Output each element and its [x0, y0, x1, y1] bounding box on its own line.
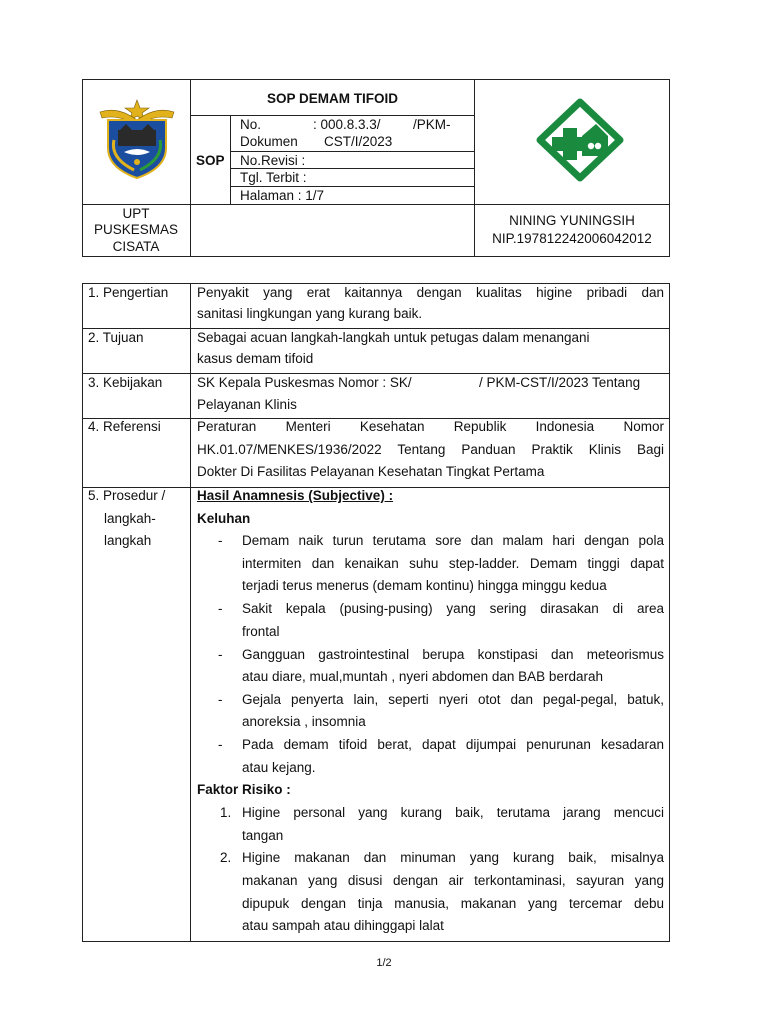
referensi-line-2: HK.01.07/MENKES/1936/2022 Tentang Panduan Praktik Klinis Bagi — [197, 442, 664, 457]
pengertian-line-1: Penyakit yang erat kaitannya dengan kualitas higine pribadi dan — [197, 285, 664, 300]
keluhan-2-line-2: frontal — [242, 624, 280, 639]
row-label-prosedur-1: 5. Prosedur / — [88, 488, 166, 503]
keluhan-4-line-1: Gejala penyerta lain, seperti nyeri otot dan pegal-pegal, batuk, — [242, 692, 664, 707]
signer-nip: NIP.197812242006042012 — [492, 231, 652, 246]
row-label-prosedur-3: langkah — [104, 533, 152, 548]
keluhan-1-line-1: Demam naik turun terutama sore dan malam hari dengan pola — [242, 533, 664, 548]
keluhan-2-line-1: Sakit kepala (pusing-pusing) yang sering dirasakan di area — [242, 601, 664, 616]
signer-name: NINING YUNINGSIH — [509, 213, 635, 228]
faktor-2-line-1: Higine makanan dan minuman yang kurang baik, misalnya — [242, 850, 664, 865]
keluhan-3-line-1: Gangguan gastrointestinal berupa konstipasi dan meteorismus — [242, 647, 664, 662]
keluhan-1-line-3: terjadi terus menerus (demam kontinu) hingga minggu kedua — [242, 578, 607, 593]
keluhan-4-line-2: anoreksia , insomnia — [242, 714, 366, 729]
org-line-2: PUSKESMAS — [93, 222, 179, 237]
referensi-line-3: Dokter Di Fasilitas Pelayanan Kesehatan Tingkat Pertama — [197, 464, 545, 479]
doc-number-suffix: /PKM- — [413, 117, 451, 132]
row-label-prosedur-2: langkah- — [104, 511, 156, 526]
bullet-marker: - — [218, 601, 223, 616]
faktor-2-line-3: dipupuk dengan tinja manusia, makanan yang tercemar debu — [242, 896, 664, 911]
tujuan-line-2: kasus demam tifoid — [197, 351, 314, 366]
faktor-1-line-1: Higine personal yang kurang baik, terutama jarang mencuci — [242, 805, 664, 820]
page-number: 1/2 — [376, 957, 392, 969]
bullet-marker: - — [218, 737, 223, 752]
revision-number: No.Revisi : — [240, 153, 306, 168]
row-label-tujuan: 2. Tujuan — [88, 330, 144, 345]
sop-content-table — [82, 283, 670, 942]
keluhan-5-line-1: Pada demam tifoid berat, dapat dijumpai penurunan kesadaran — [242, 737, 664, 752]
bullet-marker: - — [218, 647, 223, 662]
sop-label: SOP — [196, 153, 225, 168]
kebijakan-line-1a: SK Kepala Puskesmas Nomor : SK/ — [197, 375, 412, 390]
faktor-risiko-title: Faktor Risiko : — [197, 782, 291, 797]
keluhan-title: Keluhan — [197, 511, 251, 526]
health-cross-house-icon — [532, 98, 628, 184]
faktor-1-number: 1. — [220, 805, 232, 820]
org-line-1: UPT — [122, 206, 150, 221]
anamnesis-heading: Hasil Anamnesis (Subjective) : — [197, 488, 394, 503]
keluhan-1-line-2: intermiten dan kenaikan suhu step-ladder. Demam tinggi dapat — [242, 556, 664, 571]
kebijakan-line-1b: / PKM-CST/I/2023 Tentang — [479, 375, 641, 390]
doc-number-line2-key: Dokumen — [240, 134, 298, 149]
doc-number-key: No. — [240, 117, 262, 132]
issue-date: Tgl. Terbit : — [240, 170, 307, 185]
tujuan-line-1: Sebagai acuan langkah-langkah untuk petugas dalam menangani — [197, 330, 590, 345]
keluhan-3-line-2: atau diare, mual,muntah , nyeri abdomen dan BAB berdarah — [242, 669, 603, 684]
org-line-3: CISATA — [112, 239, 160, 254]
pengertian-line-2: sanitasi lingkungan yang kurang baik. — [197, 306, 423, 321]
keluhan-5-line-2: atau kejang. — [242, 760, 316, 775]
regional-crest-icon — [94, 96, 180, 182]
bullet-marker: - — [218, 692, 223, 707]
faktor-2-line-4: atau sampah atau dihinggapi lalat — [242, 918, 444, 933]
referensi-line-1: Peraturan Menteri Kesehatan Republik Indonesia Nomor — [197, 419, 664, 434]
faktor-2-line-2: makanan yang disusi dengan air terkontaminasi, sayuran yang — [242, 873, 664, 888]
doc-number-value: : 000.8.3.3/ — [313, 117, 381, 132]
page-count: Halaman : 1/7 — [240, 188, 325, 203]
faktor-2-number: 2. — [220, 850, 232, 865]
sop-header-table — [82, 79, 670, 257]
bullet-marker: - — [218, 533, 223, 548]
faktor-1-line-2: tangan — [242, 828, 284, 843]
row-label-referensi: 4. Referensi — [88, 419, 161, 434]
row-label-kebijakan: 3. Kebijakan — [88, 375, 163, 390]
kebijakan-line-2: Pelayanan Klinis — [197, 397, 297, 412]
doc-number-line2-value: CST/I/2023 — [324, 134, 393, 149]
row-label-pengertian: 1. Pengertian — [88, 285, 169, 300]
sop-title: SOP DEMAM TIFOID — [266, 91, 398, 106]
